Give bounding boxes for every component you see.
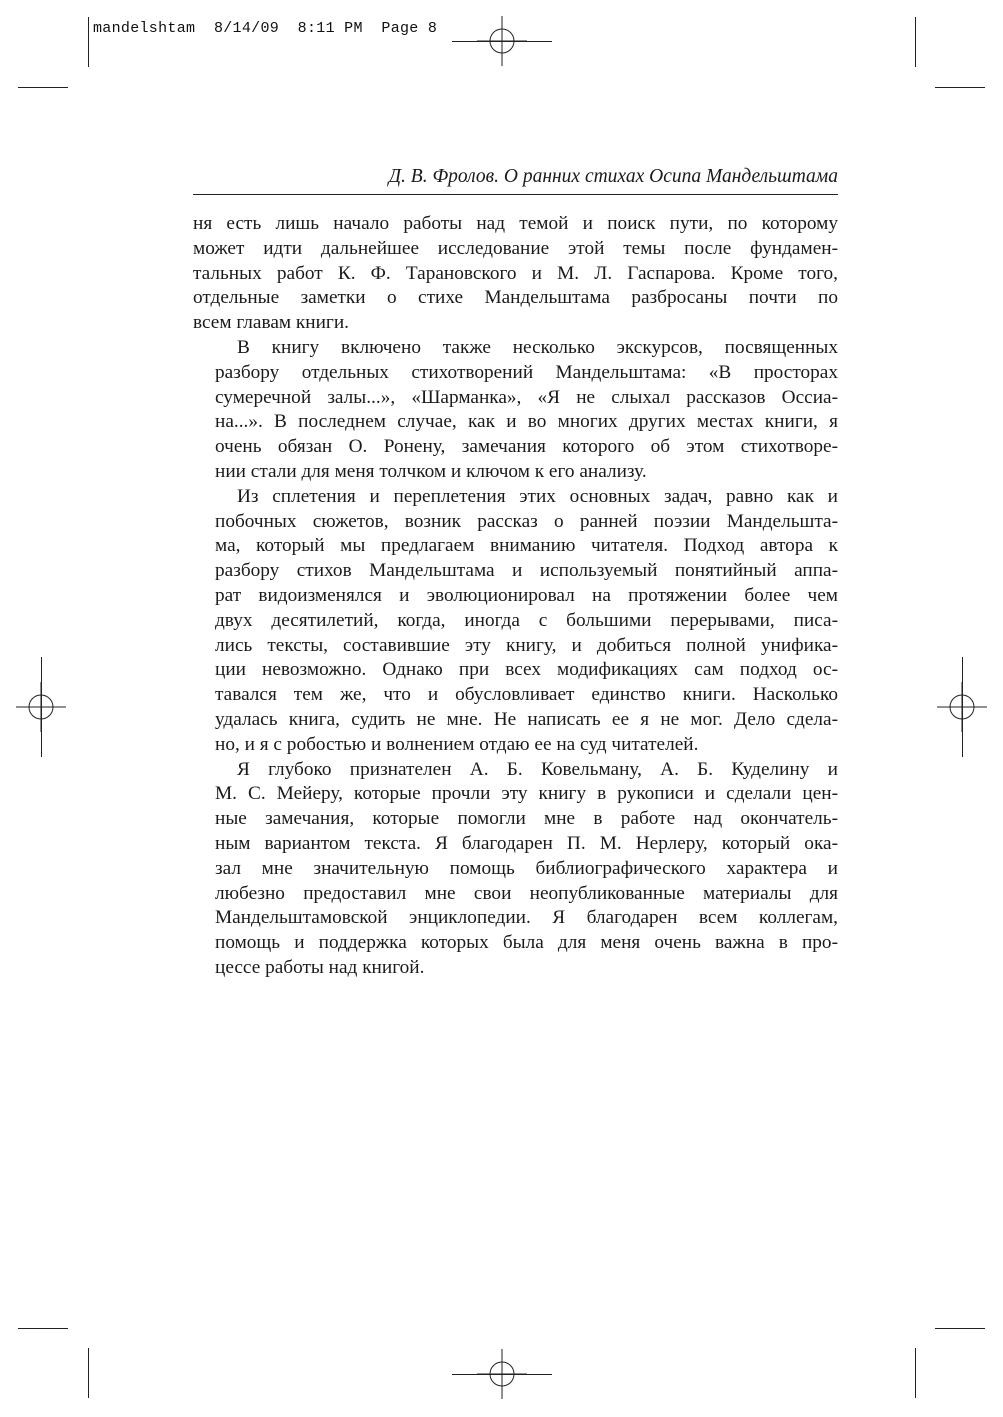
printer-slug [93, 20, 437, 37]
slug-date: 8/14/09 [213, 20, 280, 37]
text-line: Из сплетения и переплетения этих основных задач, равно как и [237, 485, 838, 507]
text-line: помощь и поддержка которых была для меня очень важна в про- [215, 932, 838, 954]
body-text [193, 212, 838, 981]
crop-mark-bottom-left-vertical [88, 1348, 89, 1398]
paragraph-1 [193, 212, 838, 336]
text-line: нии стали для меня толчком и ключом к его анализу. [215, 460, 647, 482]
text-line: лись тексты, составившие эту книгу, и добиться полной унифика- [215, 634, 838, 656]
text-line: рат видоизменялся и эволюционировал на протяжении более чем [215, 584, 838, 606]
text-line: зал мне значительную помощь библиографического характера и [215, 857, 838, 879]
slug-time: 8:11 PM [297, 20, 363, 37]
text-line: тавался тем же, что и обусловливает единство книги. Насколько [215, 684, 838, 706]
crop-mark-top-left-horizontal [18, 87, 68, 88]
text-line: разбору стихов Мандельштама и используемый понятийный аппа- [215, 560, 838, 582]
paragraph-3 [193, 485, 838, 758]
registration-line-bottom [452, 1374, 552, 1375]
text-line: побочных сюжетов, возник рассказ о ранней поэзии Мандельшта- [215, 510, 838, 532]
crop-mark-bottom-right-horizontal [935, 1328, 985, 1329]
running-head: Д. В. Фролов. О ранних стихах Осипа Мандельштама [193, 163, 838, 195]
crop-mark-top-right-vertical [915, 17, 916, 67]
text-line: ции невозможно. Однако при всех модификациях сам подход ос- [215, 659, 838, 681]
text-line: разбору отдельных стихотворений Мандельштама: «В просторах [215, 361, 838, 383]
text-line: ные замечания, которые помогли мне в работе над окончатель- [215, 808, 838, 830]
text-line: отдельные заметки о стихе Мандельштама разбросаны почти по [193, 287, 838, 309]
text-line: Я глубоко признателен А. Б. Ковельману, А. Б. Куделину и [237, 758, 838, 780]
text-line: удалась книга, судить не мне. Не написать ее я не мог. Дело сдела- [215, 708, 838, 730]
text-line: любезно предоставил мне свои неопубликованные материалы для [215, 882, 838, 904]
text-line: сумеречной залы...», «Шарманка», «Я не слыхал рассказов Оссиа- [215, 386, 838, 408]
text-line: тальных работ К. Ф. Тарановского и М. Л. Гаспарова. Кроме того, [193, 262, 838, 284]
text-line: но, и я с робостью и волнением отдаю ее на суд читателей. [215, 733, 699, 755]
slug-page-label: Page 8 [381, 20, 438, 37]
crop-mark-bottom-left-horizontal [18, 1328, 68, 1329]
registration-line-left [41, 657, 42, 757]
text-line: на...». В последнем случае, как и во многих других местах книги, я [215, 411, 838, 433]
text-line: ня есть лишь начало работы над темой и поиск пути, по которому [193, 213, 838, 234]
registration-line-top [452, 41, 552, 42]
registration-line-right [962, 657, 963, 757]
crop-mark-bottom-right-vertical [915, 1348, 916, 1398]
text-line: двух десятилетий, когда, иногда с большими перерывами, писа- [215, 609, 838, 631]
text-line: М. С. Мейеру, которые прочли эту книгу в рукописи и сделали цен- [215, 783, 838, 805]
text-line: В книгу включено также несколько экскурсов, посвященных [237, 336, 838, 358]
text-line: всем главам книги. [193, 312, 349, 334]
text-line: цессе работы над книгой. [215, 956, 425, 978]
paragraph-4 [193, 758, 838, 981]
text-line: Мандельштамовской энциклопедии. Я благодарен всем коллегам, [215, 907, 838, 929]
crop-mark-top-right-horizontal [935, 87, 985, 88]
paragraph-2 [193, 336, 838, 485]
text-line: ма, который мы предлагаем вниманию читателя. Подход автора к [215, 535, 838, 557]
text-line: может идти дальнейшее исследование этой темы после фундамен- [193, 237, 838, 259]
slug-filename: mandelshtam [93, 20, 196, 37]
text-line: очень обязан О. Ронену, замечания которого об этом стихотворе- [215, 436, 838, 458]
text-line: ным вариантом текста. Я благодарен П. М. Нерлеру, который ока- [215, 832, 838, 854]
crop-mark-top-left-vertical [88, 17, 89, 67]
